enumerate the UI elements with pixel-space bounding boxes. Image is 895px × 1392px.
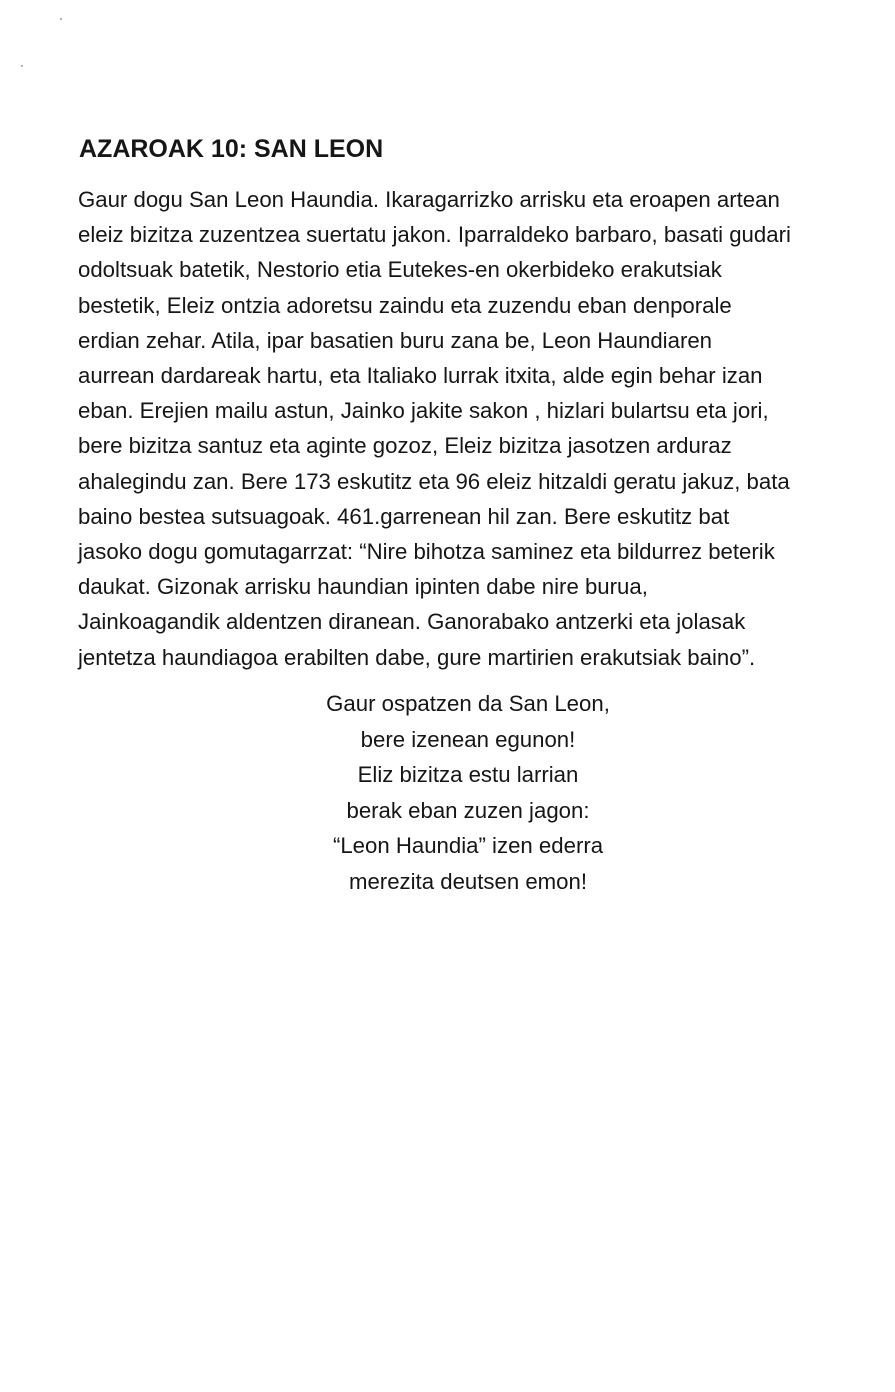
page-heading: AZAROAK 10: SAN LEON <box>79 135 384 163</box>
scan-speck <box>60 18 62 20</box>
paragraph-line: Gaur dogu San Leon Haundia. Ikaragarrizko arrisku eta eroapen artean <box>78 187 780 212</box>
paragraph-line: jentetza haundiagoa erabilten dabe, gure martirien erakutsiak baino”. <box>78 644 756 670</box>
paragraph-line: jasoko dogu gomutagarrzat: “Nire bihotza saminez eta bildurrez beterik <box>78 539 775 565</box>
verse-line: bere izenean egunon! <box>360 726 576 752</box>
verse-line: Eliz bizitza estu larrian <box>357 762 579 787</box>
paragraph-line: erdian zehar. Atila, ipar basatien buru zana be, Leon Haundiaren <box>78 327 713 353</box>
verse-line: “Leon Haundia” izen ederra <box>332 833 604 858</box>
paragraph-line: bestetik, Eleiz ontzia adoretsu zaindu eta zuzendu eban denporale <box>78 292 732 318</box>
body-paragraph <box>78 182 868 675</box>
verse-line: berak eban zuzen jagon: <box>346 797 590 823</box>
paragraph-line: eban. Erejien mailu astun, Jainko jakite sakon , hizlari bulartsu eta jori, <box>78 398 769 424</box>
paragraph-line: baino bestea sutsuagoak. 461.garrenean hil zan. Bere eskutitz bat <box>78 503 730 529</box>
paragraph-line: daukat. Gizonak arrisku haundian ipinten dabe nire burua, <box>78 574 648 600</box>
paragraph-line: bere bizitza santuz eta aginte gozoz, Eleiz bizitza jasotzen arduraz <box>78 433 732 459</box>
scan-speck <box>21 65 23 67</box>
verse-line: Gaur ospatzen da San Leon, <box>326 691 610 716</box>
verse-stanza <box>268 686 668 899</box>
paragraph-line: Jainkoagandik aldentzen diranean. Ganorabako antzerki eta jolasak <box>78 609 746 635</box>
verse-line: merezita deutsen emon! <box>348 868 588 894</box>
paragraph-line: eleiz bizitza zuzentzea suertatu jakon. Iparraldeko barbaro, basati gudari <box>78 222 791 248</box>
paragraph-line: odoltsuak batetik, Nestorio etia Eutekes-en okerbideko erakutsiak <box>78 257 722 283</box>
paragraph-line: aurrean dardareak hartu, eta Italiako lurrak itxita, alde egin behar izan <box>78 363 763 389</box>
paragraph-line: ahalegindu zan. Bere 173 eskutitz eta 96 eleiz hitzaldi geratu jakuz, bata <box>78 468 790 494</box>
